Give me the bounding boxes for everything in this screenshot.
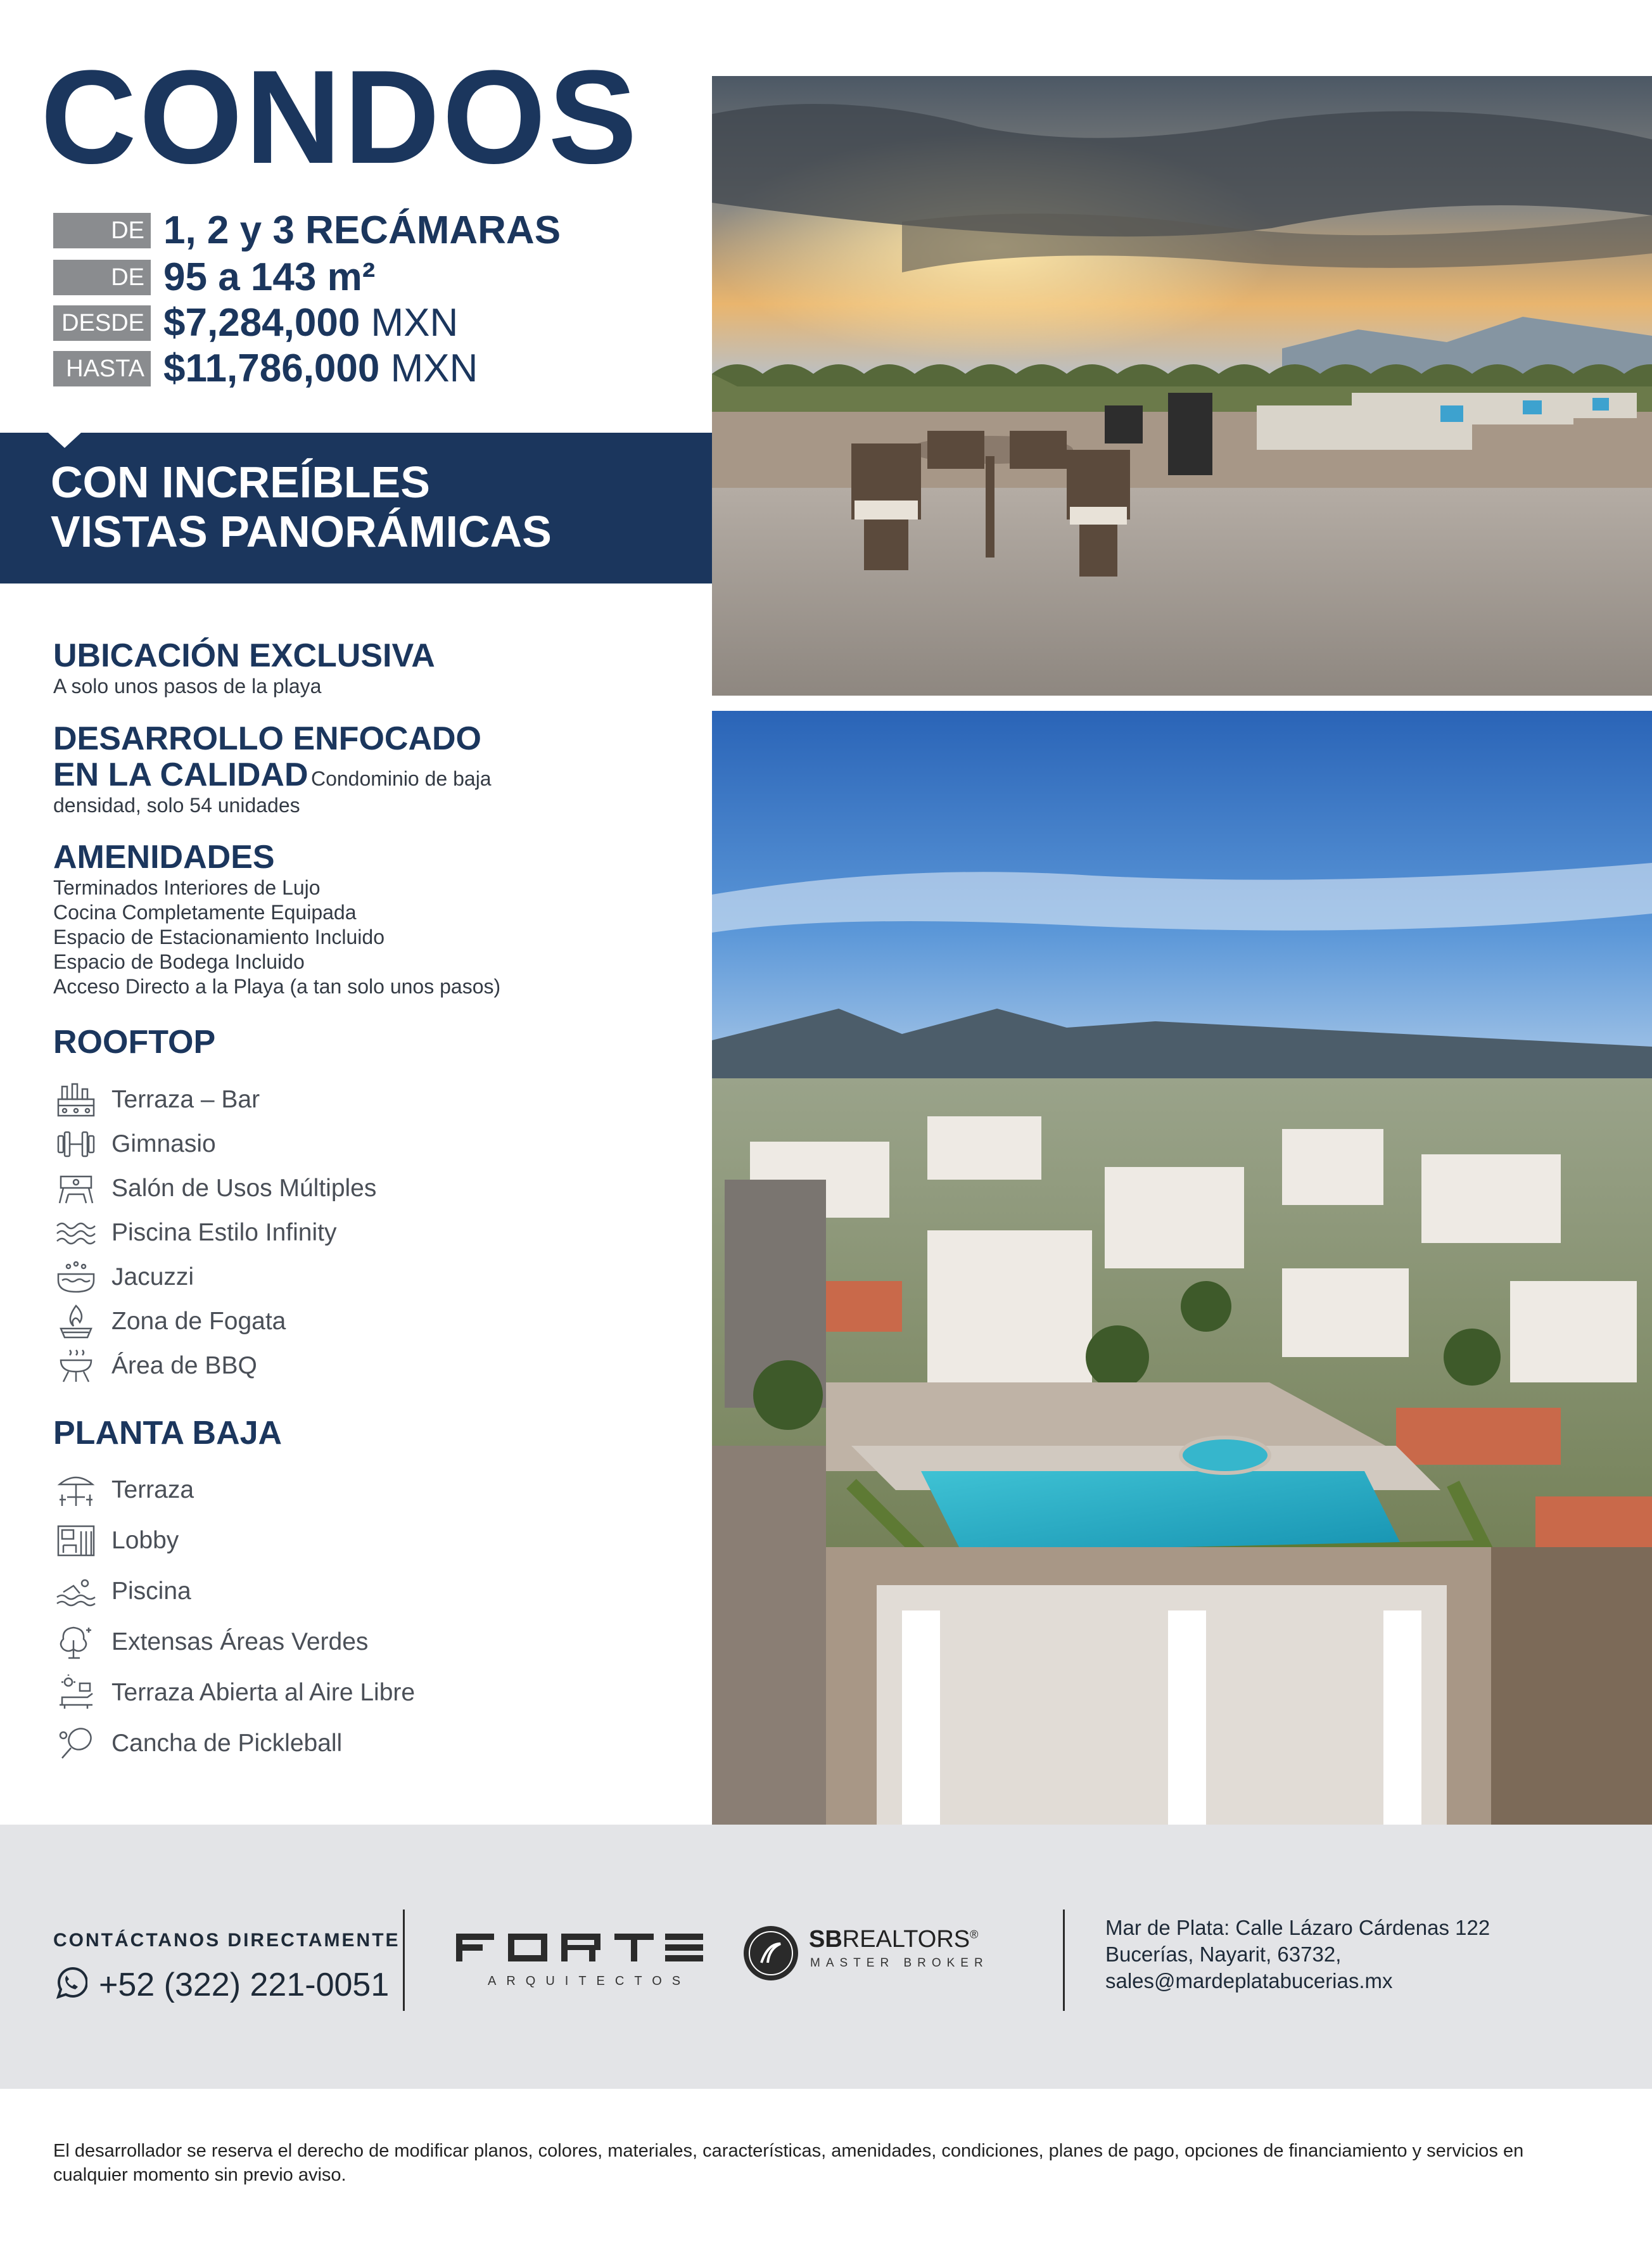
- amenity-item: Espacio de Estacionamiento Incluido: [53, 926, 384, 949]
- rooftop-item: [53, 1122, 216, 1166]
- amenity-item: Terminados Interiores de Lujo: [53, 876, 321, 900]
- rooftop-item-label: Área de BBQ: [111, 1352, 257, 1379]
- rooftop-item-label: Salón de Usos Múltiples: [111, 1175, 377, 1202]
- rooftop-item: [53, 1078, 260, 1122]
- phone-number[interactable]: +52 (322) 221-0051: [99, 1967, 390, 2003]
- address-line: Mar de Plata: Calle Lázaro Cárdenas 122: [1105, 1916, 1490, 1939]
- email-link[interactable]: sales@mardeplatabucerias.mx: [1105, 1969, 1393, 1993]
- spec-price-to: [53, 347, 478, 390]
- address-line: Bucerías, Nayarit, 63732,: [1105, 1942, 1342, 1967]
- ground-item: [53, 1519, 179, 1563]
- amenity-item: Acceso Directo a la Playa (a tan solo unos pasos): [53, 975, 501, 998]
- feature-text: densidad, solo 54 unidades: [53, 794, 300, 817]
- feature-location: [53, 638, 435, 699]
- contact-label: CONTÁCTANOS DIRECTAMENTE: [53, 1930, 400, 1951]
- page-title: CONDOS: [41, 42, 640, 191]
- rooftop-heading: ROOFTOP: [53, 1024, 216, 1061]
- spec-area: [53, 255, 376, 299]
- sb-realtors-subtitle: MASTER BROKER: [810, 1956, 989, 1970]
- ground-item-label: Cancha de Pickleball: [111, 1730, 343, 1757]
- rooftop-item: [53, 1299, 286, 1344]
- spec-tag: HASTA: [53, 351, 151, 386]
- aerial-pool-photo: [712, 711, 1652, 1825]
- address-block: [1105, 1915, 1490, 1995]
- forte-subtitle: ARQUITECTOS: [488, 1974, 691, 1988]
- footer-divider: [403, 1910, 405, 2011]
- feature-heading: UBICACIÓN EXCLUSIVA: [53, 637, 435, 674]
- spec-value: $11,786,000 MXN: [163, 347, 478, 390]
- views-banner-text: CON INCREÍBLES VISTAS PANORÁMICAS: [51, 457, 552, 557]
- feature-heading: EN LA CALIDAD: [53, 756, 308, 794]
- forte-logo: [456, 1934, 703, 1961]
- feature-text: A solo unos pasos de la playa: [53, 675, 322, 698]
- amenity-item: Espacio de Bodega Incluido: [53, 950, 305, 974]
- rooftop-item-label: Zona de Fogata: [111, 1308, 286, 1335]
- forte-logo-mark: [456, 1934, 703, 1961]
- sb-realtors-emblem: [742, 1925, 799, 1982]
- phone-contact[interactable]: [53, 1966, 389, 2004]
- ground-item-label: Lobby: [111, 1527, 179, 1554]
- rooftop-item-label: Piscina Estilo Infinity: [111, 1219, 337, 1246]
- spec-price-from: [53, 301, 459, 345]
- feature-amenities: [53, 839, 500, 999]
- ground-item: [53, 1721, 342, 1766]
- fire-pit-icon: [53, 1302, 99, 1341]
- rooftop-item: [53, 1344, 257, 1388]
- whatsapp-icon: [53, 1967, 87, 2004]
- jacuzzi-icon: [53, 1258, 99, 1297]
- ground-item: [53, 1569, 191, 1614]
- rooftop-item: [53, 1166, 376, 1211]
- rooftop-item: [53, 1211, 336, 1255]
- pickleball-paddle-icon: [53, 1724, 99, 1763]
- ground-item-label: Terraza: [111, 1476, 194, 1503]
- feature-text: Condominio de baja: [310, 767, 492, 791]
- feature-quality: [53, 721, 492, 819]
- ground-item: [53, 1671, 415, 1715]
- infinity-pool-icon: [53, 1213, 99, 1253]
- multipurpose-room-icon: [53, 1169, 99, 1208]
- ground-item-label: Terraza Abierta al Aire Libre: [111, 1679, 416, 1706]
- footer-divider: [1063, 1910, 1065, 2011]
- rooftop-item: [53, 1255, 194, 1299]
- ground-item-label: Piscina: [111, 1578, 191, 1605]
- spec-value: 95 a 143 m²: [163, 255, 376, 299]
- dumbbell-icon: [53, 1125, 99, 1164]
- bar-terrace-icon: [53, 1080, 99, 1119]
- rooftop-item-label: Jacuzzi: [111, 1263, 194, 1291]
- lobby-icon: [53, 1521, 99, 1560]
- feature-heading: DESARROLLO ENFOCADO: [53, 720, 481, 757]
- spec-bedrooms: [53, 208, 561, 252]
- amenity-item: Cocina Completamente Equipada: [53, 901, 357, 924]
- spec-value: 1, 2 y 3 RECÁMARAS: [163, 208, 561, 252]
- rooftop-item-label: Terraza – Bar: [111, 1086, 260, 1113]
- banner-notch: [48, 433, 81, 448]
- spec-value: $7,284,000 MXN: [163, 301, 459, 345]
- spec-tag: DESDE: [53, 305, 151, 341]
- swimmer-icon: [53, 1572, 99, 1611]
- ground-floor-heading: PLANTA BAJA: [53, 1415, 283, 1451]
- spec-tag: DE: [53, 213, 151, 248]
- ground-item: [53, 1468, 194, 1512]
- spec-tag: DE: [53, 260, 151, 295]
- disclaimer: El desarrollador se reserva el derecho de modificar planos, colores, materiales, características, amenidades, condiciones, planes de pago, opciones de financiamiento y servicios en cualquier momento sin previo aviso.: [53, 2141, 1524, 2185]
- sb-realtors-logo-text: SBREALTORS®: [809, 1926, 979, 1953]
- lounge-chair-icon: [53, 1673, 99, 1712]
- bbq-grill-icon: [53, 1346, 99, 1386]
- ground-item-label: Extensas Áreas Verdes: [111, 1628, 369, 1655]
- ground-item: [53, 1620, 368, 1664]
- tree-icon: [53, 1623, 99, 1662]
- terrace-umbrella-icon: [53, 1470, 99, 1510]
- rooftop-item-label: Gimnasio: [111, 1130, 216, 1157]
- feature-heading: AMENIDADES: [53, 839, 275, 876]
- rooftop-terrace-photo: [712, 76, 1652, 696]
